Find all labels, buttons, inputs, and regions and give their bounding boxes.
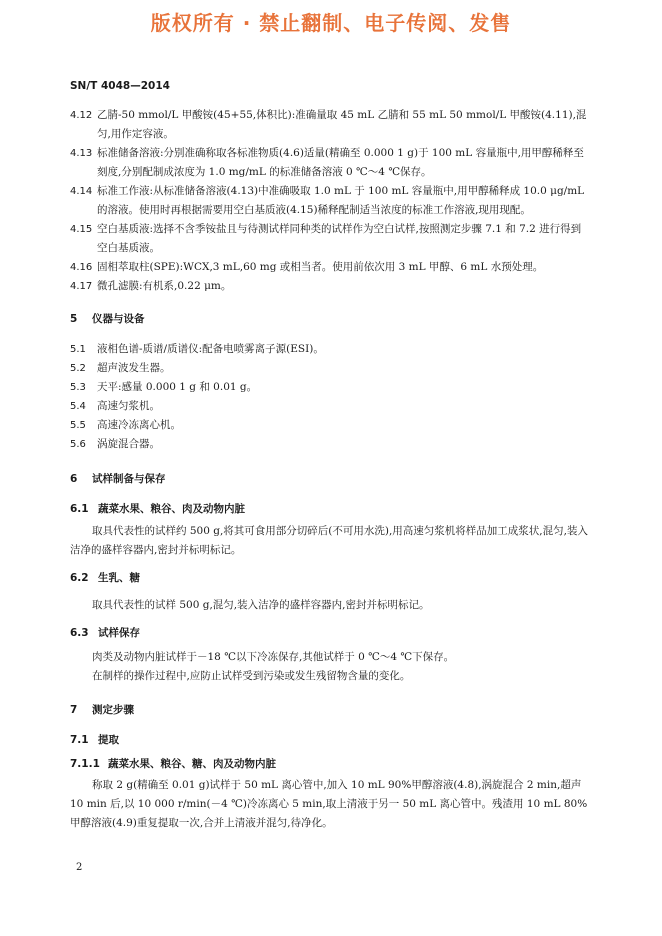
clause-text: 高速匀浆机。: [97, 400, 160, 412]
clause-item: [70, 416, 590, 435]
clause-item: [70, 106, 590, 144]
section-6-heading: 6 试样制备与保存: [70, 473, 166, 485]
clause-number: 5.5: [70, 420, 86, 431]
clause-text: 乙腈-50 mmol/L 甲酸铵(45+55,体积比):准确量取 45 mL 乙腈和 55 mL 50 mmol/L 甲酸铵(4.11),混匀,用作定容液。: [97, 109, 587, 140]
clause-text: 天平:感量 0.000 1 g 和 0.01 g。: [97, 381, 258, 393]
clause-item: [70, 435, 590, 454]
clause-item: [70, 277, 590, 296]
section-7-1-1-paragraph: 称取 2 g(精确至 0.01 g)试样于 50 mL 离心管中,加入 10 mL 90%甲醇溶液(4.8),涡旋混合 2 min,超声 10 min 后,以 10 000 r/min(－4 ℃)冷冻离心 5 min,取上清液于另一 50 mL 离心管中。残渣用 10 mL 80%甲醇溶液(4.9)重复提取一次,合并上清液并混匀,待净化。: [70, 779, 588, 829]
section-4-items: [70, 106, 590, 296]
clause-item: [70, 378, 590, 397]
section-6-3-heading: 6.3 试样保存: [70, 627, 140, 639]
document-id: SN/T 4048—2014: [70, 80, 170, 92]
clause-item: [70, 144, 590, 182]
clause-text: 标准工作液:从标准储备溶液(4.13)中准确吸取 1.0 mL 于 100 mL 容量瓶中,用甲醇稀释成 10.0 μg/mL 的溶液。使用时再根据需要用空白基质液(4.15)稀释配制适当浓度的标准工作溶液,现用现配。: [97, 185, 585, 216]
page-number: 2: [76, 862, 83, 873]
clause-text: 空白基质液:选择不含季铵盐且与待测试样同种类的试样作为空白试样,按照测定步骤 7.1 和 7.2 进行得到空白基质液。: [97, 223, 582, 254]
section-6-3-paragraph-1: 肉类及动物内脏试样于－18 ℃以下冷冻保存,其他试样于 0 ℃～4 ℃下保存。: [92, 651, 455, 663]
clause-number: 4.16: [70, 262, 93, 273]
clause-text: 高速冷冻离心机。: [97, 419, 181, 431]
clause-item: [70, 182, 590, 220]
clause-number: 5.4: [70, 401, 86, 412]
section-6-2-heading: 6.2 生乳、糖: [70, 572, 140, 584]
clause-number: 4.15: [70, 224, 93, 235]
clause-number: 4.17: [70, 281, 93, 292]
section-7-heading: 7 测定步骤: [70, 704, 134, 716]
clause-text: 超声波发生器。: [97, 362, 171, 374]
clause-item: [70, 397, 590, 416]
clause-text: 液相色谱-质谱/质谱仪:配备电喷雾离子源(ESI)。: [97, 343, 324, 355]
clause-number: 4.13: [70, 148, 93, 159]
clause-item: [70, 258, 590, 277]
clause-item: [70, 220, 590, 258]
clause-number: 5.6: [70, 439, 86, 450]
copyright-watermark: 版权所有 · 禁止翻制、电子传阅、发售: [150, 11, 512, 35]
section-7-1-1-heading: 7.1.1 蔬菜水果、粮谷、糖、肉及动物内脏: [70, 758, 276, 770]
clause-item: [70, 359, 590, 378]
section-6-2-paragraph: 取具代表性的试样 500 g,混匀,装入洁净的盛样容器内,密封并标明标记。: [92, 599, 430, 611]
clause-number: 5.2: [70, 363, 86, 374]
section-6-3-paragraph-2: 在制样的操作过程中,应防止试样受到污染或发生残留物含量的变化。: [92, 670, 411, 682]
section-6-1-heading: 6.1 蔬菜水果、粮谷、肉及动物内脏: [70, 503, 245, 515]
section-6-1-paragraph: 取具代表性的试样约 500 g,将其可食用部分切碎后(不可用水洗),用高速匀浆机将样品加工成浆状,混匀,装入洁净的盛样容器内,密封并标明标记。: [70, 525, 588, 556]
clause-item: [70, 340, 590, 359]
section-5-heading: 5 仪器与设备: [70, 313, 145, 325]
clause-text: 微孔滤膜:有机系,0.22 μm。: [97, 280, 232, 292]
clause-number: 5.3: [70, 382, 86, 393]
section-7-1-heading: 7.1 提取: [70, 734, 119, 746]
clause-text: 涡旋混合器。: [97, 438, 160, 450]
clause-text: 固相萃取柱(SPE):WCX,3 mL,60 mg 或相当者。使用前依次用 3 mL 甲醇、6 mL 水预处理。: [97, 261, 544, 273]
clause-number: 4.14: [70, 186, 93, 197]
clause-number: 4.12: [70, 110, 93, 121]
page-content: [70, 106, 590, 833]
clause-text: 标准储备溶液:分别准确称取各标准物质(4.6)适量(精确至 0.000 1 g)于 100 mL 容量瓶中,用甲醇稀释至刻度,分别配制成浓度为 1.0 mg/mL 的标准储备溶液 0 ℃～4 ℃保存。: [97, 147, 584, 178]
clause-number: 5.1: [70, 344, 86, 355]
section-5-items: [70, 340, 590, 454]
